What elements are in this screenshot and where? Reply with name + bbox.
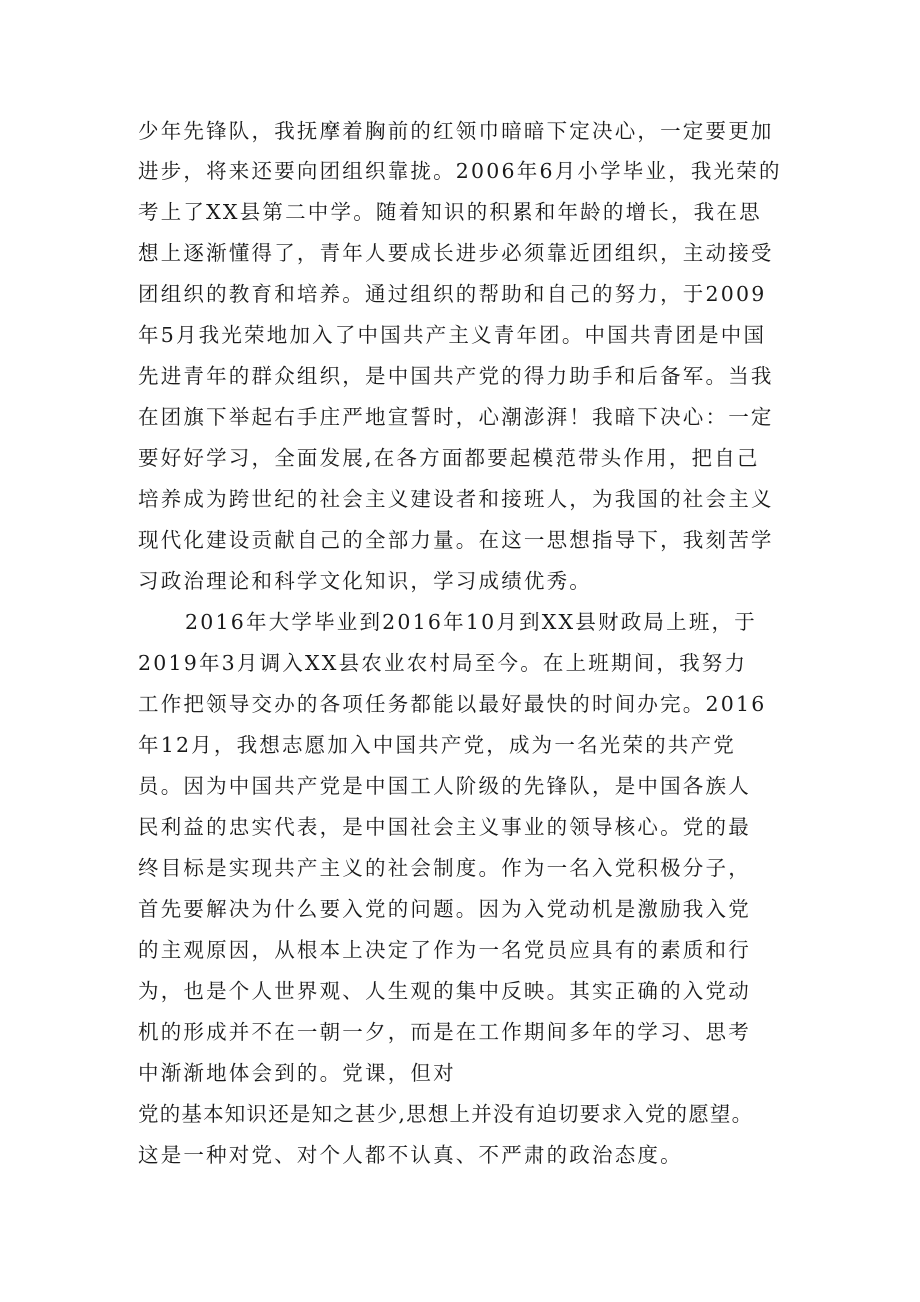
text-line: 这是一种对党、对个人都不认真、不严肃的政治态度。 xyxy=(138,1143,683,1167)
text-line: 想上逐渐懂得了，青年人要成长进步必须靠近团组织，主动接受 xyxy=(138,241,774,265)
text-line: 年5月我光荣地加入了中国共产主义青年团。中国共青团是中国 xyxy=(138,323,767,347)
text-line: 在团旗下举起右手庄严地宣誓时，心潮澎湃！我暗下决心：一定 xyxy=(138,405,774,429)
text-line: 中渐渐地体会到的。党课，但对 xyxy=(138,1061,456,1085)
text-line: 考上了XX县第二中学。随着知识的积累和年龄的增长，我在思 xyxy=(138,200,762,224)
text-line: 终目标是实现共产主义的社会制度。作为一名入党积极分子， xyxy=(138,856,751,880)
text-line: 先进青年的群众组织，是中国共产党的得力助手和后备军。当我 xyxy=(138,364,774,388)
text-line: 年12月，我想志愿加入中国共产党，成为一名光荣的共产党 xyxy=(138,733,736,757)
text-line: 要好好学习，全面发展,在各方面都要起模范带头作用，把自己 xyxy=(138,446,760,470)
text-line: 首先要解决为什么要入党的问题。因为入党动机是激励我入党 xyxy=(138,897,751,921)
text-line: 团组织的教育和培养。通过组织的帮助和自己的努力，于2009 xyxy=(138,282,767,306)
text-line: 员。因为中国共产党是中国工人阶级的先锋队，是中国各族人 xyxy=(138,774,751,798)
text-line: 习政治理论和科学文化知识，学习成绩优秀。 xyxy=(138,569,592,593)
text-line: 的主观原因，从根本上决定了作为一名党员应具有的素质和行 xyxy=(138,938,751,962)
text-line: 培养成为跨世纪的社会主义建设者和接班人，为我国的社会主义 xyxy=(138,487,774,511)
text-line: 现代化建设贡献自己的全部力量。在这一思想指导下，我刻苦学 xyxy=(138,528,774,552)
paragraph-start-line: 2016年大学毕业到2016年10月到XX县财政局上班，于 xyxy=(185,610,757,634)
text-line: 少年先锋队，我抚摩着胸前的红领巾暗暗下定决心，一定要更加 xyxy=(138,119,774,143)
text-line: 2019年3月调入XX县农业农村局至今。在上班期间，我努力 xyxy=(138,651,748,675)
text-line: 工作把领导交办的各项任务都能以最好最快的时间办完。2016 xyxy=(138,692,767,716)
text-line: 为，也是个人世界观、人生观的集中反映。其实正确的入党动 xyxy=(138,979,751,1003)
text-line: 机的形成并不在一朝一夕，而是在工作期间多年的学习、思考 xyxy=(138,1020,751,1044)
text-line: 党的基本知识还是知之甚少,思想上并没有迫切要求入党的愿望。 xyxy=(138,1102,754,1126)
text-line: 进步，将来还要向团组织靠拢。2006年6月小学毕业，我光荣的 xyxy=(138,159,782,183)
text-line: 民利益的忠实代表，是中国社会主义事业的领导核心。党的最 xyxy=(138,815,751,839)
